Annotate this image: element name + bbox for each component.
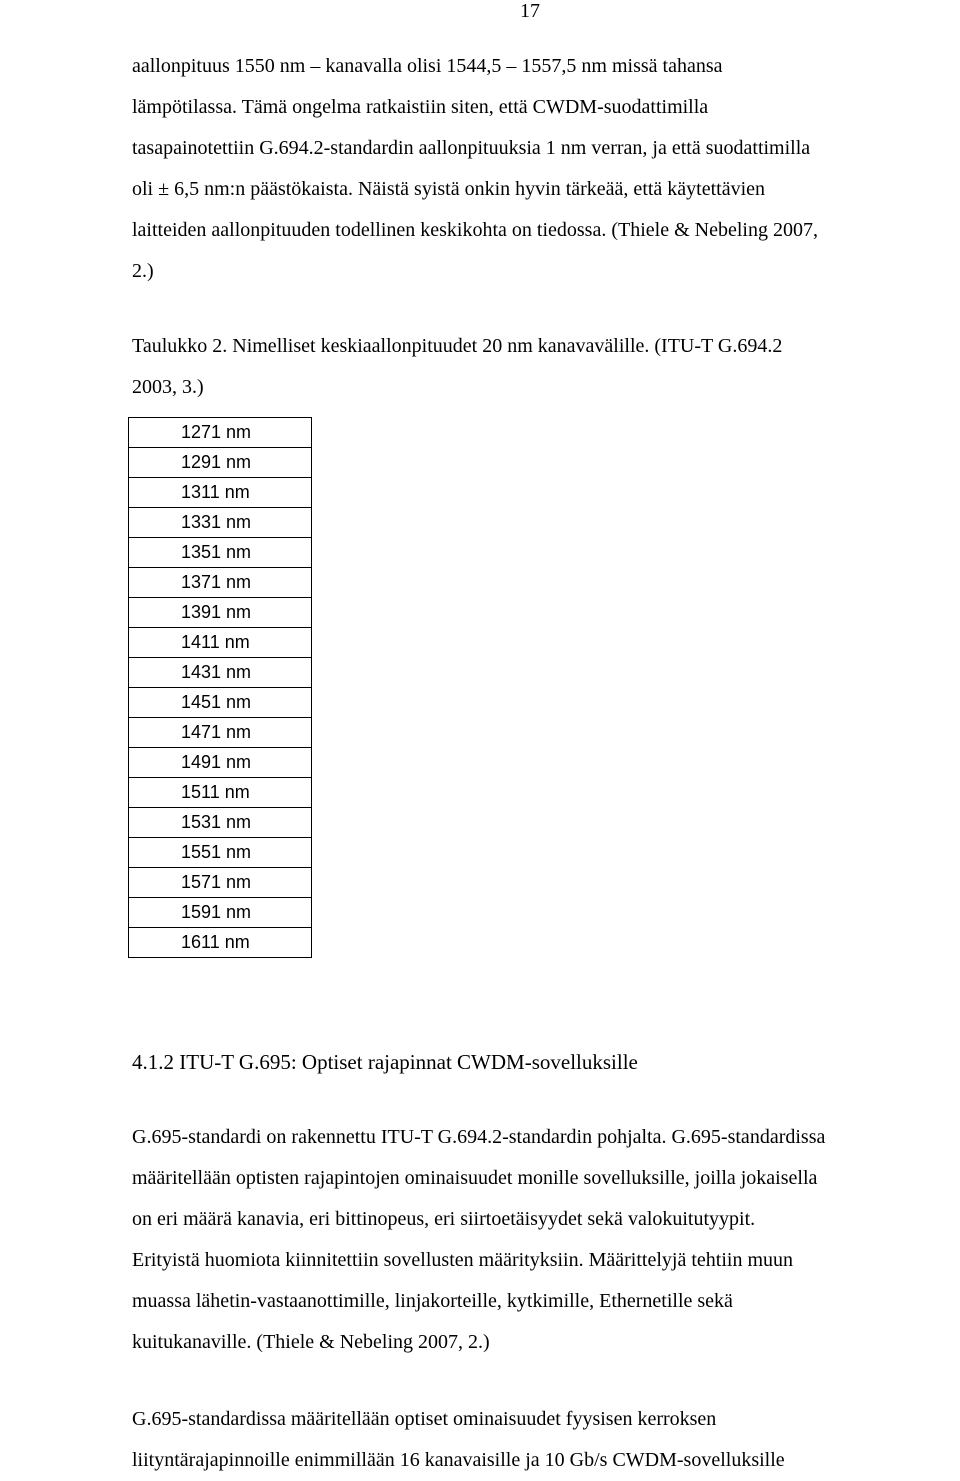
table-row bbox=[129, 628, 312, 658]
text-line: 2.) bbox=[132, 260, 154, 282]
wavelength-cell: 1371 nm bbox=[129, 568, 312, 598]
table-row bbox=[129, 808, 312, 838]
text-line: Erityistä huomiota kiinnitettiin sovellusten määrityksiin. Määrittelyjä tehtiin muun bbox=[132, 1249, 794, 1271]
table-row bbox=[129, 838, 312, 868]
table-row bbox=[129, 718, 312, 748]
table-row bbox=[129, 928, 312, 958]
text-line: tasapainotettiin G.694.2-standardin aallonpituuksia 1 nm verran, ja että suodattimilla bbox=[132, 137, 811, 159]
wavelength-cell: 1531 nm bbox=[129, 808, 312, 838]
paragraph-g695-overview bbox=[132, 1117, 825, 1363]
paragraph-g695-physical-layer bbox=[132, 1399, 785, 1481]
table-row bbox=[129, 658, 312, 688]
wavelength-cell: 1391 nm bbox=[129, 598, 312, 628]
table-row bbox=[129, 418, 312, 448]
table-row bbox=[129, 688, 312, 718]
caption-line: 2003, 3.) bbox=[132, 376, 204, 398]
section-heading: 4.1.2 ITU-T G.695: Optiset rajapinnat CWDM-sovelluksille bbox=[132, 1050, 638, 1074]
caption-line: Taulukko 2. Nimelliset keskiaallonpituudet 20 nm kanavavälille. (ITU-T G.694.2 bbox=[132, 335, 783, 357]
table-caption bbox=[132, 326, 782, 408]
text-line: G.695-standardissa määritellään optiset ominaisuudet fyysisen kerroksen bbox=[132, 1408, 717, 1430]
text-line: liityntärajapinnoille enimmillään 16 kanavaisille ja 10 Gb/s CWDM-sovelluksille bbox=[132, 1449, 785, 1471]
text-line: oli ± 6,5 nm:n päästökaista. Näistä syistä onkin hyvin tärkeää, että käytettävien bbox=[132, 178, 766, 200]
table-row bbox=[129, 508, 312, 538]
wavelength-cell: 1271 nm bbox=[129, 418, 312, 448]
text-line: muassa lähetin-vastaanottimille, linjakorteille, kytkimille, Ethernetille sekä bbox=[132, 1290, 733, 1312]
wavelength-cell: 1591 nm bbox=[129, 898, 312, 928]
wavelength-cell: 1291 nm bbox=[129, 448, 312, 478]
table-row bbox=[129, 898, 312, 928]
wavelength-table bbox=[128, 417, 312, 958]
text-line: G.695-standardi on rakennettu ITU-T G.694.2-standardin pohjalta. G.695-standardissa bbox=[132, 1126, 826, 1148]
wavelength-cell: 1431 nm bbox=[129, 658, 312, 688]
text-line: on eri määrä kanavia, eri bittinopeus, eri siirtoetäisyydet sekä valokuitutyypit. bbox=[132, 1208, 756, 1230]
wavelength-cell: 1311 nm bbox=[129, 478, 312, 508]
wavelength-cell: 1351 nm bbox=[129, 538, 312, 568]
text-line: lämpötilassa. Tämä ongelma ratkaistiin siten, että CWDM-suodattimilla bbox=[132, 96, 709, 118]
wavelength-cell: 1571 nm bbox=[129, 868, 312, 898]
table-row bbox=[129, 568, 312, 598]
table-row bbox=[129, 448, 312, 478]
text-line: aallonpituus 1550 nm – kanavalla olisi 1544,5 – 1557,5 nm missä tahansa bbox=[132, 55, 723, 77]
text-line: kuitukanaville. (Thiele & Nebeling 2007, 2.) bbox=[132, 1331, 490, 1353]
table-row bbox=[129, 538, 312, 568]
table-row bbox=[129, 778, 312, 808]
wavelength-cell: 1471 nm bbox=[129, 718, 312, 748]
wavelength-cell: 1331 nm bbox=[129, 508, 312, 538]
table-row bbox=[129, 748, 312, 778]
wavelength-cell: 1451 nm bbox=[129, 688, 312, 718]
page-number: 17 bbox=[520, 0, 540, 22]
table-row bbox=[129, 598, 312, 628]
table-row bbox=[129, 478, 312, 508]
text-line: määritellään optisten rajapintojen ominaisuudet monille sovelluksille, joilla jokaisella bbox=[132, 1167, 818, 1189]
wavelength-cell: 1491 nm bbox=[129, 748, 312, 778]
text-line: laitteiden aallonpituuden todellinen keskikohta on tiedossa. (Thiele & Nebeling 2007, bbox=[132, 219, 818, 241]
wavelength-cell: 1411 nm bbox=[129, 628, 312, 658]
wavelength-cell: 1551 nm bbox=[129, 838, 312, 868]
paragraph-wavelength-tolerance bbox=[132, 46, 818, 292]
wavelength-cell: 1611 nm bbox=[129, 928, 312, 958]
wavelength-cell: 1511 nm bbox=[129, 778, 312, 808]
table-row bbox=[129, 868, 312, 898]
